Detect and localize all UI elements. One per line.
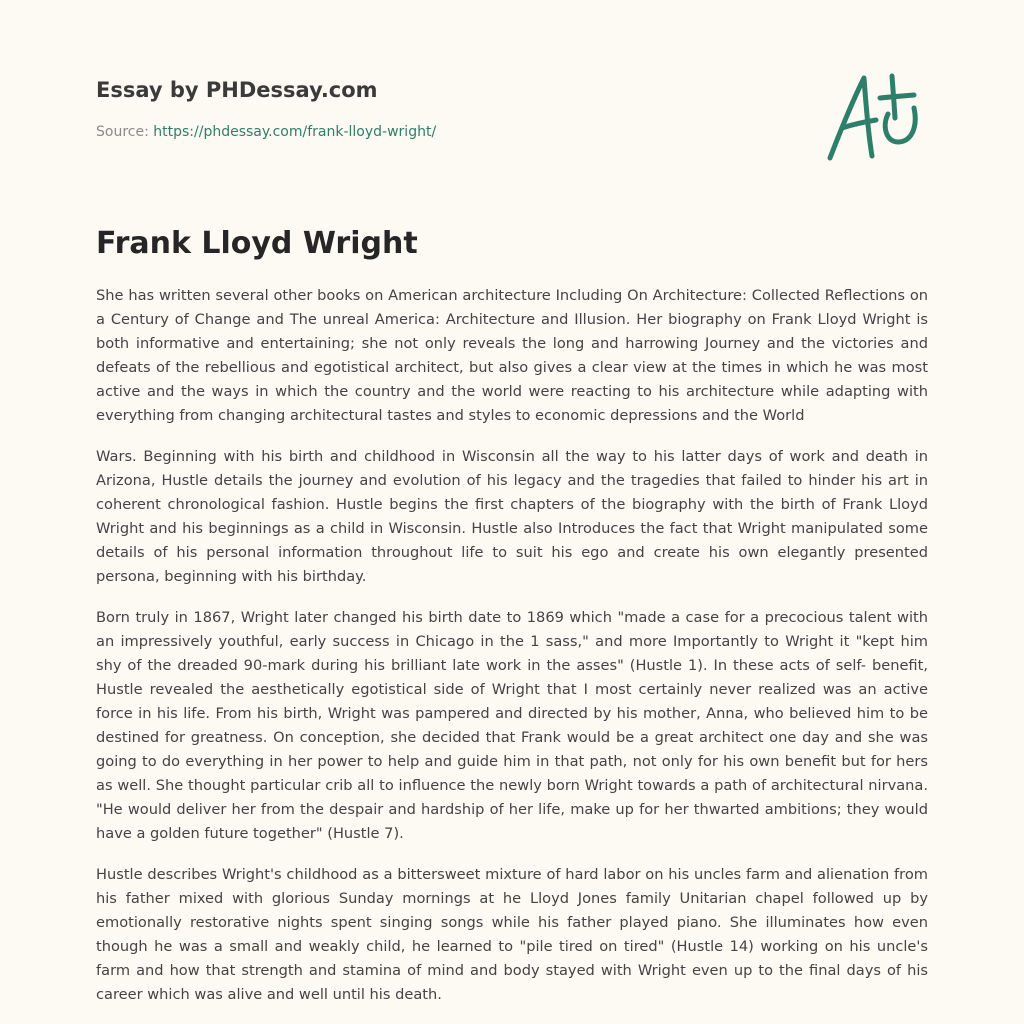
paragraph: She has written several other books on American architecture Including On Architecture: Collected Reflections on a Century of Change and The unreal America: Architecture and Illusion. Her biography on Frank Lloyd Wright is both informative and entertaining; she not only reveals the long and harrowing Journey and the victories and defeats of the rebellious and egotistical architect, but also gives a clear view at the times in which he was most active and the ways in which the country and the world were reacting to his architecture while adapting with everything from changing architectural tastes and styles to economic depressions and the World <box>96 287 928 424</box>
article-body <box>96 284 928 1024</box>
page-header <box>96 76 736 142</box>
paragraph: Wars. Beginning with his birth and childhood in Wisconsin all the way to his latter days of work and death in Arizona, Hustle details the journey and evolution of his legacy and the tragedies that failed to hinder his art in coherent chronological fashion. Hustle begins the first chapters of the biography with the birth of Frank Lloyd Wright and his beginnings as a child in Wisconsin. Hustle also Introduces the fact that Wright manipulated some details of his personal information throughout life to suit his ego and create his own elegantly presented persona, beginning with his birthday. <box>96 448 928 585</box>
article-title: Frank Lloyd Wright <box>96 226 418 261</box>
site-brand: Essay by PHDessay.com <box>96 78 378 102</box>
paragraph: Hustle describes Wright's childhood as a bittersweet mixture of hard labor on his uncles farm and alienation from his father mixed with glorious Sunday mornings at he Lloyd Jones family Unitarian chapel followed up by emotionally restorative nights spent singing songs while his father played piano. She illuminates how even though he was a small and weakly child, he learned to "pile tired on tired" (Hustle 14) working on his uncle's farm and how that strength and stamina of mind and body stayed with Wright even up to the final days of his career which was alive and well until his death. <box>96 866 928 1003</box>
source-link[interactable]: https://phdessay.com/frank-lloyd-wright/ <box>153 124 437 140</box>
a-plus-grade-icon <box>820 66 932 166</box>
paragraph: Born truly in 1867, Wright later changed his birth date to 1869 which "made a case for a precocious talent with an impressively youthful, early success in Chicago in the 1 sass," and more Importantly to Wright it "kept him shy of the dreaded 90-mark during his brilliant late work in the asses" (Hustle 1). In these acts of self- benefit, Hustle revealed the aesthetically egotistical side of Wright that I most certainly never realized was an active force in his life. From his birth, Wright was pampered and directed by his mother, Anna, who believed him to be destined for greatness. On conception, she decided that Frank would be a great architect one day and she was going to do everything in her power to help and guide him in that path, not only for his own benefit but for hers as well. She thought particular crib all to influence the newly born Wright towards a path of architectural nirvana. "He would deliver her from the despair and hardship of her life, make up for her thwarted ambitions; they would have a golden future together" (Hustle 7). <box>96 609 928 842</box>
source-label: Source: <box>96 124 154 140</box>
source-line <box>96 122 736 142</box>
